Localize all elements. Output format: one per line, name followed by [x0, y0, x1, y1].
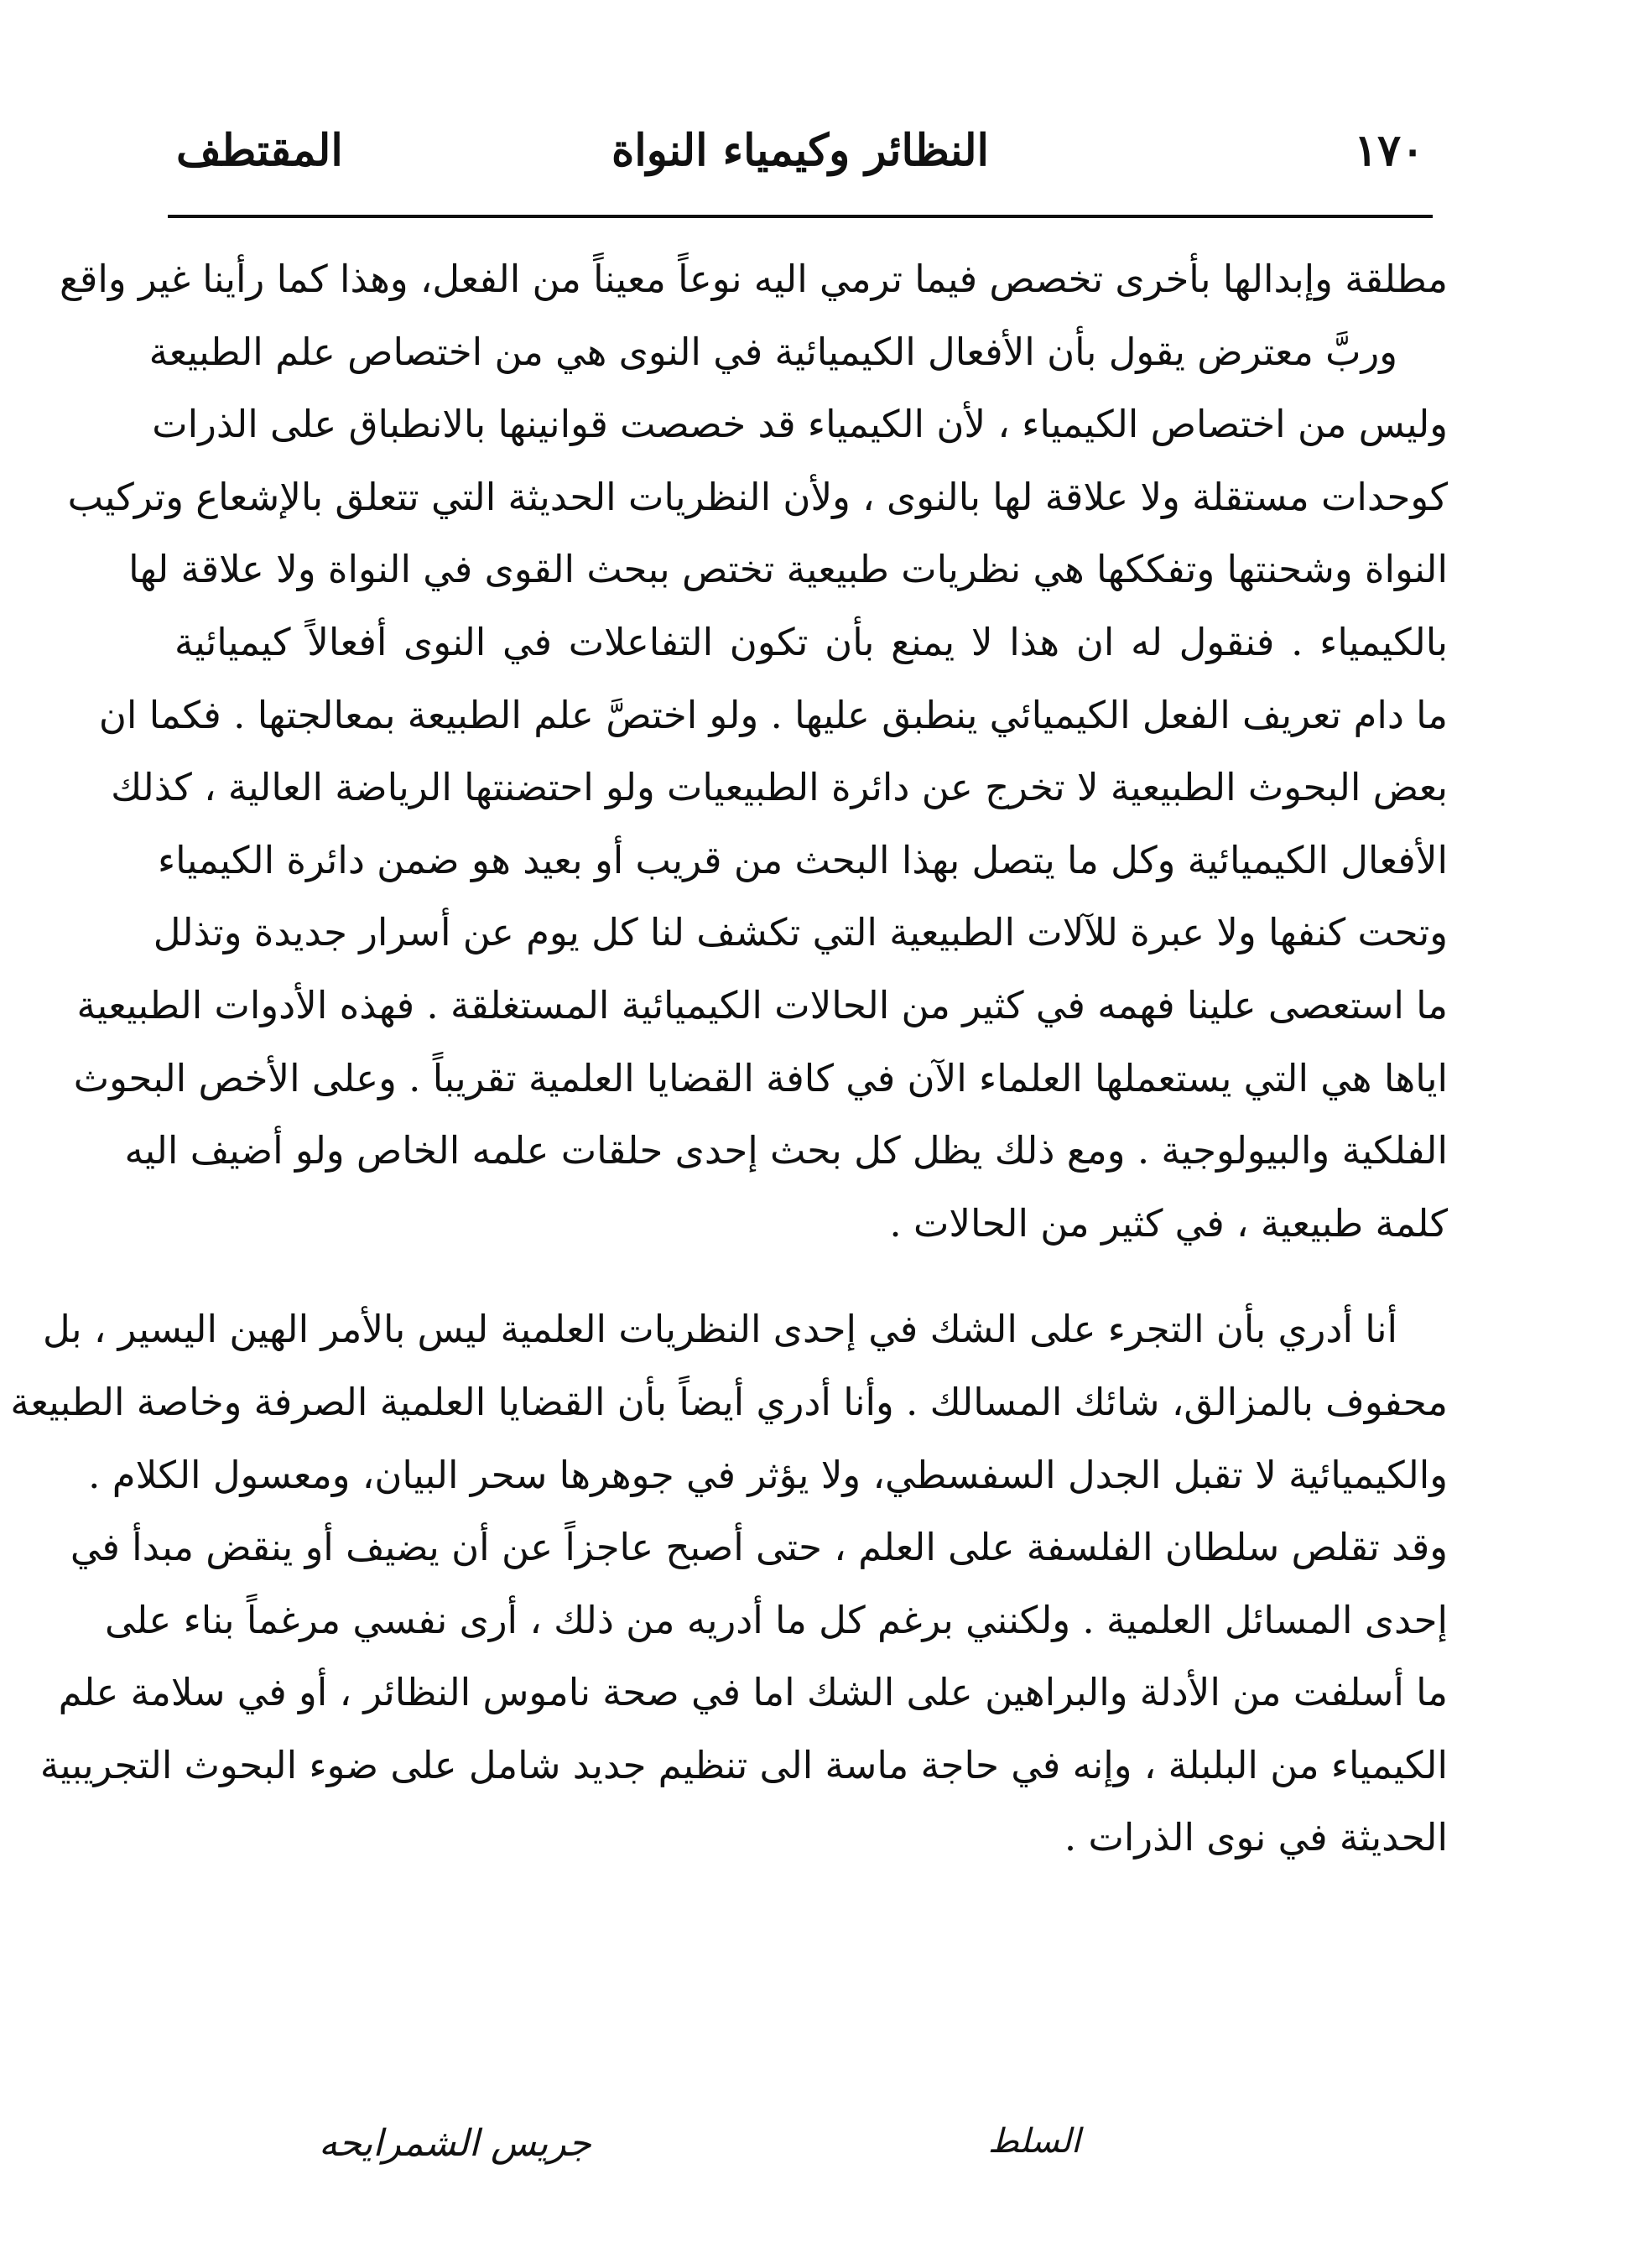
text-line: الأفعال الكيميائية وكل ما يتصل بهذا البحث من قريب أو بعيد هو ضمن دائرة الكيمياء	[157, 837, 1448, 882]
text-line: محفوف بالمزالق، شائك المسالك . وأنا أدري أيضاً بأن القضايا العلمية الصرفة وخاصة الطبيعة	[10, 1379, 1448, 1424]
text-line: بالكيمياء . فنقول له ان هذا لا يمنع بأن تكون التفاعلات في النوى أفعالاً كيميائية	[174, 619, 1448, 664]
running-title: النظائر وكيمياء النواة	[611, 125, 989, 176]
paragraph	[10, 1293, 1448, 1875]
paragraph-gap	[174, 1260, 1448, 1293]
text-line: الكيمياء من البلبلة ، وإنه في حاجة ماسة الى تنظيم جديد شامل على ضوء البحوث التجريبية	[39, 1742, 1448, 1787]
text-line: وتحت كنفها ولا عبرة للآلات الطبيعية التي تكشف لنا كل يوم عن أسرار جديدة وتذلل	[153, 910, 1448, 955]
signature-block	[168, 2122, 1466, 2198]
text-line: كلمة طبيعية ، في كثير من الحالات .	[889, 1200, 1448, 1246]
text-line: ما استعصى علينا فهمه في كثير من الحالات الكيميائية المستغلقة . فهذه الأدوات الطبيعية	[76, 982, 1448, 1027]
text-line: وربَّ معترض يقول بأن الأفعال الكيميائية في النوى هي من اختصاص علم الطبيعة	[148, 329, 1397, 374]
text-line: مطلقة وإبدالها بأخرى تخصص فيما ترمي اليه نوعاً معيناً من الفعل، وهذا كما رأينا غير واقع	[59, 257, 1448, 301]
paragraph	[67, 316, 1448, 1261]
header-divider	[168, 215, 1433, 218]
article-body	[10, 243, 1448, 1875]
text-line: كوحدات مستقلة ولا علاقة لها بالنوى ، ولأن النظريات الحديثة التي تتعلق بالإشعاع وتركيب	[67, 474, 1448, 519]
text-line: ما دام تعريف الفعل الكيميائي ينطبق عليها . ولو اختصَّ علم الطبيعة بمعالجتها . فكما ان	[98, 692, 1448, 737]
text-line: الفلكية والبيولوجية . ومع ذلك يظل كل بحث إحدى حلقات علمه الخاص ولو أضيف اليه	[124, 1128, 1448, 1173]
place-name: السلط	[987, 2122, 1080, 2161]
page-number: ١٧٠	[1354, 125, 1424, 176]
text-line: وقد تقلص سلطان الفلسفة على العلم ، حتى أصبح عاجزاً عن أن يضيف أو ينقض مبدأ في	[70, 1525, 1448, 1570]
text-line: أنا أدري بأن التجرء على الشك في إحدى النظريات العلمية ليس بالأمر الهين اليسير ، بل	[42, 1307, 1397, 1352]
text-line: بعض البحوث الطبيعية لا تخرج عن دائرة الطبيعيات ولو احتضنتها الرياضة العالية ، كذلك	[111, 765, 1448, 810]
text-line: النواة وشحنتها وتفككها هي نظريات طبيعية تختص ببحث القوى في النواة ولا علاقة لها	[128, 547, 1448, 592]
text-line: ما أسلفت من الأدلة والبراهين على الشك اما في صحة ناموس النظائر ، أو في سلامة علم	[58, 1670, 1448, 1715]
paragraph	[59, 243, 1448, 316]
page-header	[176, 117, 1424, 185]
text-line: وليس من اختصاص الكيمياء ، لأن الكيمياء قد خصصت قوانينها بالانطباق على الذرات	[152, 402, 1448, 447]
text-line: الحديثة في نوى الذرات .	[1064, 1815, 1448, 1860]
journal-name: المقتطف	[176, 125, 343, 176]
text-line: والكيميائية لا تقبل الجدل السفسطي، ولا يؤثر في جوهرها سحر البيان، ومعسول الكلام .	[88, 1452, 1448, 1497]
text-line: إحدى المسائل العلمية . ولكنني برغم كل ما أدريه من ذلك ، أرى نفسي مرغماً بناء على	[105, 1597, 1448, 1642]
text-line: اياها هي التي يستعملها العلماء الآن في كافة القضايا العلمية تقريباً . وعلى الأخص البحوث	[73, 1055, 1448, 1100]
author-signature: جريس الشمرايحه	[319, 2122, 591, 2165]
